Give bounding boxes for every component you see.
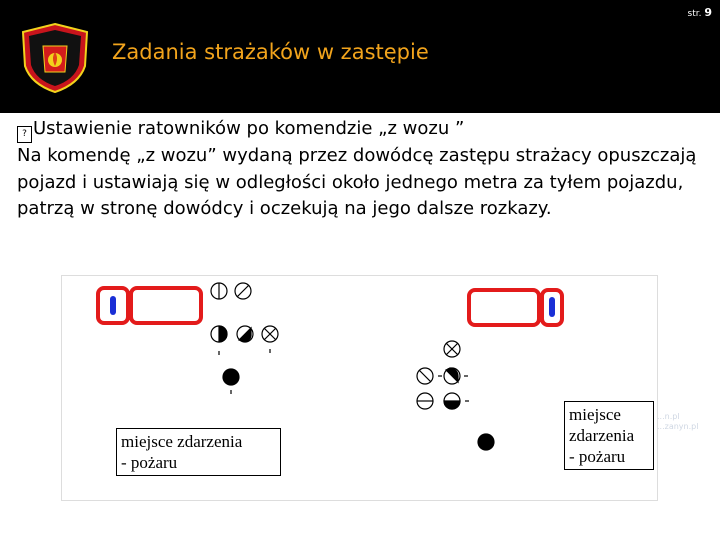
- page-title: Zadania strażaków w zastępie: [112, 40, 429, 64]
- crew-right: [417, 341, 494, 450]
- incident-site-label-right: [564, 401, 654, 470]
- crew-left: [211, 283, 278, 394]
- slide-content: [0, 113, 720, 540]
- vehicle-right: [469, 290, 562, 325]
- page-number: str. 9: [687, 6, 712, 19]
- bullet-icon: ?: [17, 126, 32, 143]
- text-block: [17, 116, 717, 223]
- deployment-diagram: [62, 276, 657, 500]
- fire-brigade-logo: [19, 22, 91, 94]
- watermark-line: ...zanyn.pl: [657, 422, 699, 431]
- section-heading: ? Ustawienie ratowników po komendzie „z wozu ”: [17, 116, 717, 143]
- label-line: miejsce: [569, 405, 621, 424]
- label-line: - pożaru: [121, 453, 178, 472]
- incident-site-label-left: [116, 428, 281, 476]
- watermark: [657, 412, 698, 432]
- label-line: - pożaru: [569, 447, 626, 466]
- vehicle-left: [98, 288, 201, 323]
- watermark-line: ...n.pl: [657, 412, 680, 421]
- label-line: zdarzenia: [569, 426, 635, 445]
- label-line: miejsce zdarzenia: [121, 432, 243, 451]
- description-paragraph: Na komendę „z wozu” wydaną przez dowódcę zastępu strażacy opuszczają pojazd i ustawiają się w odległości około jednego metra za tyłem pojazdu, patrzą w stronę dowódcy i oczekują na jego dalsze rozkazy.: [17, 145, 697, 219]
